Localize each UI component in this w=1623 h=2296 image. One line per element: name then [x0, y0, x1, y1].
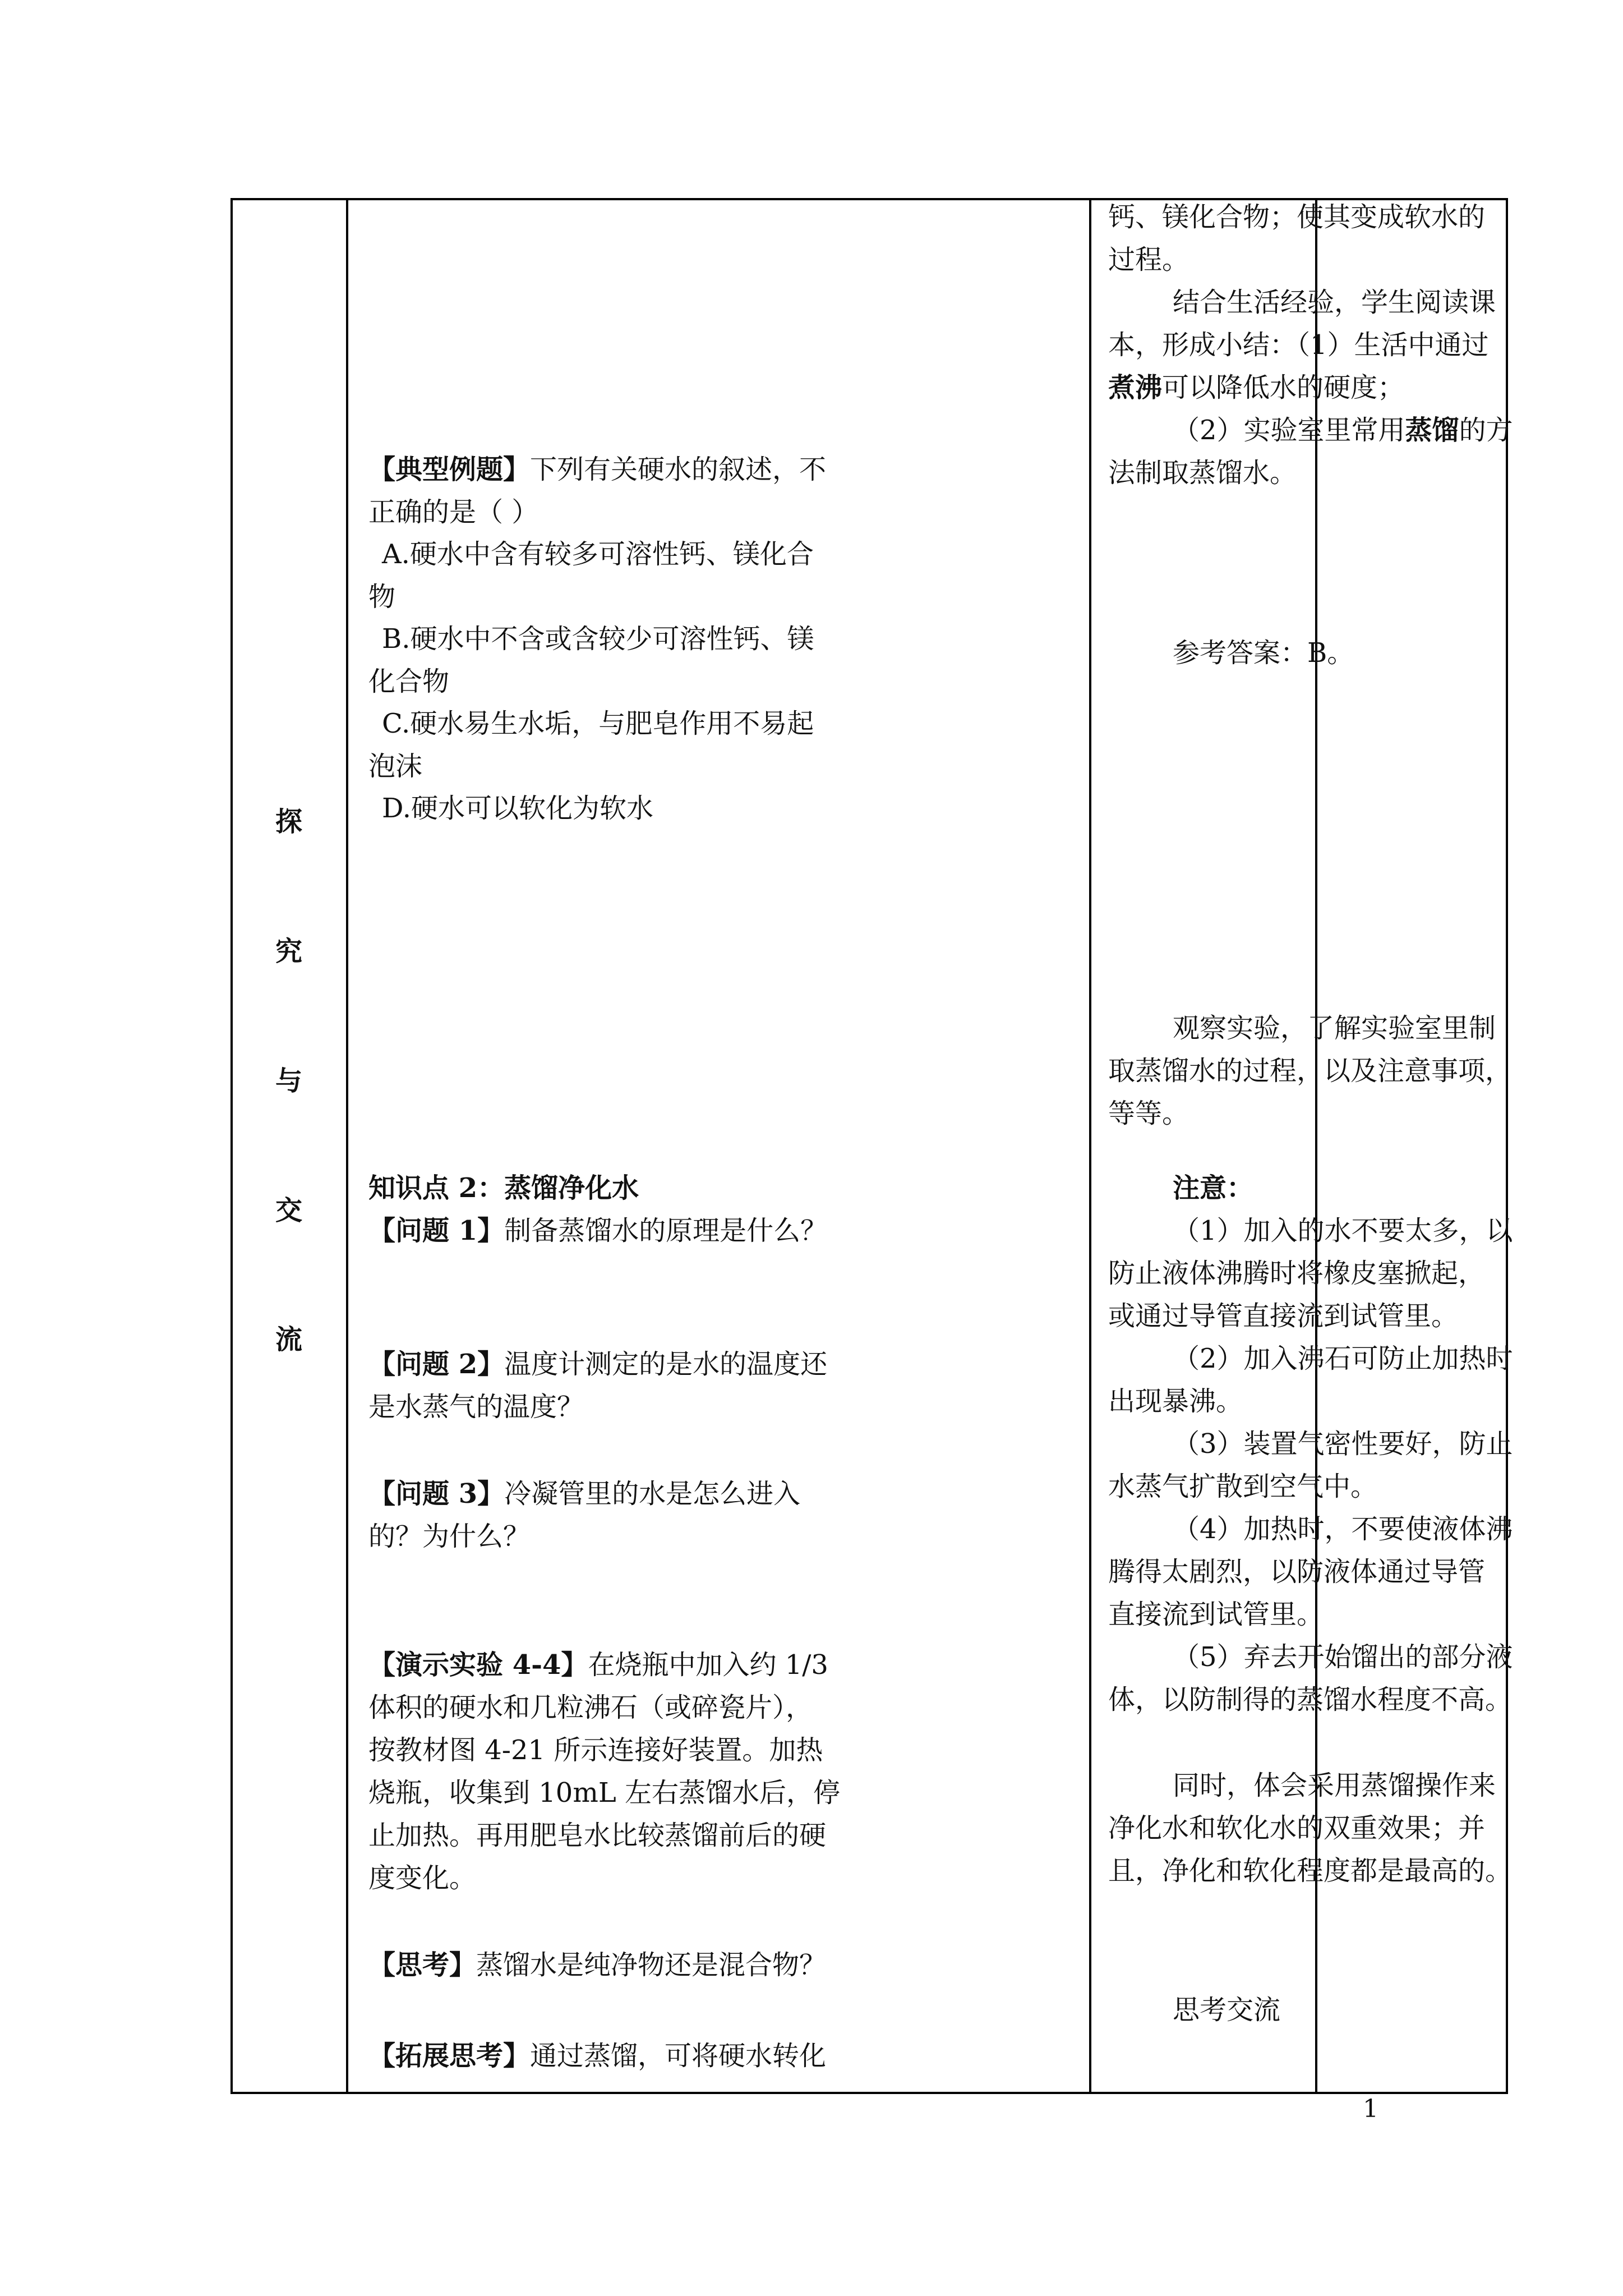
option-c-cont: 泡沫	[368, 751, 423, 782]
demo-experiment-line: 烧瓶，收集到 10mL 左右蒸馏水后，停	[368, 1777, 840, 1809]
option-a-cont: 物	[368, 581, 396, 613]
observe-text: 观察实验，了解实验室里制	[1173, 1013, 1496, 1044]
demo-experiment-line: 按教材图 4-21 所示连接好装置。加热	[368, 1734, 823, 1766]
note-title: 注意：	[1173, 1172, 1254, 1204]
question-2: 【问题 2】温度计测定的是水的温度还	[368, 1349, 828, 1380]
reference-answer: 参考答案：B。	[1173, 637, 1354, 669]
section-label-char: 探	[275, 806, 302, 838]
student-text: 结合生活经验，学生阅读课	[1173, 287, 1496, 318]
summary-text: 同时，体会采用蒸馏操作来	[1173, 1770, 1496, 1801]
note-item: 出现暴沸。	[1108, 1386, 1243, 1417]
option-a: A.硬水中含有较多可溶性钙、镁化合	[382, 539, 814, 570]
lesson-table	[230, 198, 1513, 2094]
example-question: 【典型例题】下列有关硬水的叙述，不	[368, 454, 827, 485]
question-3: 【问题 3】冷凝管里的水是怎么进入	[368, 1478, 801, 1510]
note-item: 防止液体沸腾时将橡皮塞掀起，	[1108, 1258, 1486, 1289]
student-text: 法制取蒸馏水。	[1108, 457, 1297, 489]
question-2-cont: 是水蒸气的温度？	[368, 1391, 584, 1423]
student-text: 过程。	[1108, 244, 1189, 275]
note-item: 或通过导管直接流到试管里。	[1108, 1300, 1459, 1332]
student-text: （2）实验室里常用蒸馏的方	[1173, 415, 1513, 446]
note-item: （3）装置气密性要好，防止	[1173, 1428, 1513, 1460]
observe-text: 取蒸馏水的过程，以及注意事项，	[1108, 1055, 1513, 1087]
note-item: 体，以防制得的蒸馏水程度不高。	[1108, 1684, 1513, 1715]
note-item: 水蒸气扩散到空气中。	[1108, 1471, 1378, 1502]
option-c: C.硬水易生水垢，与肥皂作用不易起	[382, 708, 814, 739]
summary-text: 且，净化和软化程度都是最高的。	[1108, 1855, 1513, 1887]
student-text: 煮沸可以降低水的硬度；	[1108, 372, 1405, 403]
student-activity-cell	[1090, 198, 1535, 2094]
observe-text: 等等。	[1108, 1098, 1189, 1129]
note-item: （2）加入沸石可防止加热时	[1173, 1343, 1513, 1374]
discussion-text: 思考交流	[1173, 1994, 1281, 2026]
example-tag: 【典型例题】	[368, 454, 531, 485]
note-item: （4）加热时，不要使液体沸	[1173, 1513, 1513, 1545]
option-b: B.硬水中不含或含较少可溶性钙、镁	[382, 623, 814, 655]
section-label-char: 究	[275, 936, 302, 967]
demo-experiment-line: 体积的硬水和几粒沸石（或碎瓷片），	[368, 1692, 813, 1723]
note-item: 腾得太剧烈，以防液体通过导管	[1108, 1556, 1486, 1588]
page-number: 1	[1363, 2095, 1378, 2123]
note-item: 直接流到试管里。	[1108, 1599, 1324, 1630]
section-label-cell	[230, 198, 347, 2094]
summary-text: 净化水和软化水的双重效果；并	[1108, 1812, 1486, 1844]
demo-experiment: 【演示实验 4-4】在烧瓶中加入约 1/3	[368, 1649, 828, 1681]
think-question: 【思考】蒸馏水是纯净物还是混合物？	[368, 1949, 827, 1981]
student-text: 钙、镁化合物；使其变成软水的	[1108, 201, 1486, 233]
demo-experiment-line: 度变化。	[368, 1862, 477, 1894]
section-label-char: 交	[275, 1195, 302, 1226]
teacher-activity-cell	[347, 198, 1090, 2094]
option-d: D.硬水可以软化为软水	[382, 793, 654, 824]
note-item: （5）弃去开始馏出的部分液	[1173, 1641, 1513, 1673]
extended-thinking: 【拓展思考】通过蒸馏，可将硬水转化	[368, 2040, 827, 2072]
example-question-cont: 正确的是（ ）	[368, 496, 539, 528]
section-label-char: 流	[275, 1324, 302, 1355]
demo-experiment-line: 止加热。再用肥皂水比较蒸馏前后的硬	[368, 1820, 827, 1851]
note-item: （1）加入的水不要太多，以	[1173, 1215, 1513, 1246]
knowledge-point-heading: 知识点 2：蒸馏净化水	[368, 1172, 639, 1204]
question-3-cont: 的？为什么？	[368, 1521, 531, 1552]
option-b-cont: 化合物	[368, 666, 450, 697]
student-text: 本，形成小结：（1）生活中通过	[1108, 329, 1489, 361]
section-label-char: 与	[275, 1065, 302, 1097]
question-1: 【问题 1】制备蒸馏水的原理是什么？	[368, 1215, 828, 1246]
